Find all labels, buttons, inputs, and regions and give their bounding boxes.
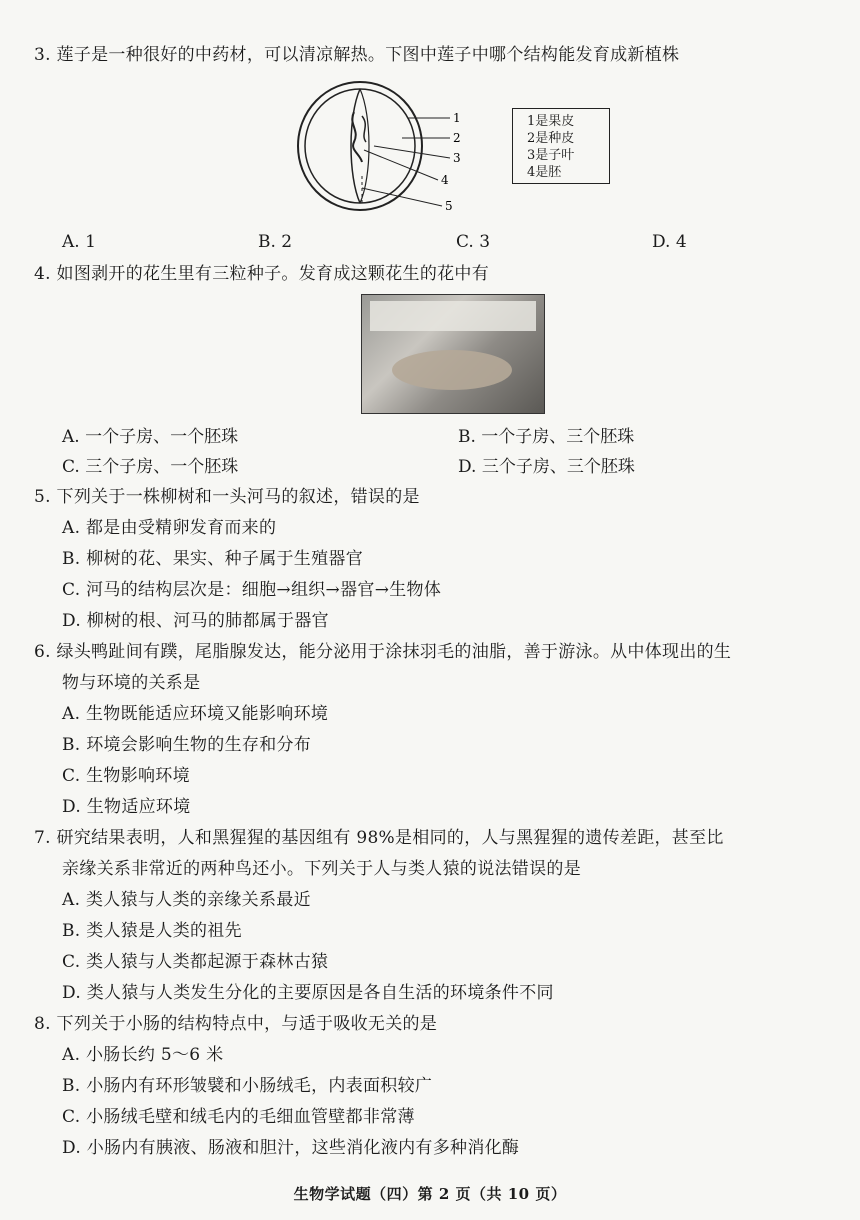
q5-stem: 5. 下列关于一株柳树和一头河马的叙述，错误的是: [34, 487, 420, 507]
q7-option-b: B. 类人猿是人类的祖先: [62, 921, 242, 941]
legend-item: 3是子叶: [527, 148, 575, 163]
q6-stem-continued: 物与环境的关系是: [62, 673, 201, 693]
q8-option-d: D. 小肠内有胰液、肠液和胆汁，这些消化液内有多种消化酶: [62, 1138, 520, 1158]
q4-option-d: D. 三个子房、三个胚珠: [458, 457, 635, 477]
legend-item: 2是种皮: [527, 131, 575, 146]
q4-option-a: A. 一个子房、一个胚珠: [62, 427, 239, 447]
diagram-label-1: 1: [453, 111, 461, 125]
diagram-label-3: 3: [453, 151, 461, 165]
diagram-legend: [512, 108, 610, 184]
q8-option-b: B. 小肠内有环形皱襞和小肠绒毛，内表面积较广: [62, 1076, 433, 1096]
diagram-label-2: 2: [453, 131, 461, 145]
q3-option-d: D. 4: [652, 232, 687, 252]
q7-option-a: A. 类人猿与人类的亲缘关系最近: [62, 890, 311, 910]
q3-stem: 3. 莲子是一种很好的中药材，可以清凉解热。下图中莲子中哪个结构能发育成新植株: [34, 45, 680, 65]
q3-option-c: C. 3: [456, 232, 491, 252]
diagram-label-5: 5: [445, 199, 453, 213]
q8-option-c: C. 小肠绒毛壁和绒毛内的毛细血管壁都非常薄: [62, 1107, 415, 1127]
q4-option-c: C. 三个子房、一个胚珠: [62, 457, 239, 477]
q5-option-d: D. 柳树的根、河马的肺都属于器官: [62, 611, 329, 631]
diagram-label-4: 4: [441, 173, 449, 187]
peanut-photo: [361, 294, 545, 414]
q5-option-a: A. 都是由受精卵发育而来的: [62, 518, 277, 538]
page-footer: 生物学试题（四）第 2 页（共 10 页）: [293, 1185, 567, 1203]
lotus-seed-diagram: [290, 76, 470, 226]
q6-option-b: B. 环境会影响生物的生存和分布: [62, 735, 312, 755]
q3-option-b: B. 2: [258, 232, 293, 252]
q8-stem: 8. 下列关于小肠的结构特点中，与适于吸收无关的是: [34, 1014, 438, 1034]
q5-option-c: C. 河马的结构层次是：细胞→组织→器官→生物体: [62, 580, 442, 600]
q5-option-b: B. 柳树的花、果实、种子属于生殖器官: [62, 549, 363, 569]
q6-option-c: C. 生物影响环境: [62, 766, 190, 786]
legend-item: 4是胚: [527, 165, 562, 180]
q6-stem: 6. 绿头鸭趾间有蹼，尾脂腺发达，能分泌用于涂抹羽毛的油脂，善于游泳。从中体现出的生: [34, 642, 732, 662]
q3-option-a: A. 1: [62, 232, 96, 252]
q4-stem: 4. 如图剥开的花生里有三粒种子。发育成这颗花生的花中有: [34, 264, 490, 284]
q8-option-a: A. 小肠长约 5～6 米: [62, 1045, 224, 1065]
q7-stem-continued: 亲缘关系非常近的两种鸟还小。下列关于人与类人猿的说法错误的是: [62, 859, 581, 879]
q7-option-d: D. 类人猿与人类发生分化的主要原因是各自生活的环境条件不同: [62, 983, 554, 1003]
q7-stem: 7. 研究结果表明，人和黑猩猩的基因组有 98%是相同的，人与黑猩猩的遗传差距，甚至比: [34, 828, 724, 848]
q6-option-d: D. 生物适应环境: [62, 797, 191, 817]
legend-item: 1是果皮: [527, 114, 575, 129]
q6-option-a: A. 生物既能适应环境又能影响环境: [62, 704, 329, 724]
q4-option-b: B. 一个子房、三个胚珠: [458, 427, 635, 447]
q7-option-c: C. 类人猿与人类都起源于森林古猿: [62, 952, 329, 972]
